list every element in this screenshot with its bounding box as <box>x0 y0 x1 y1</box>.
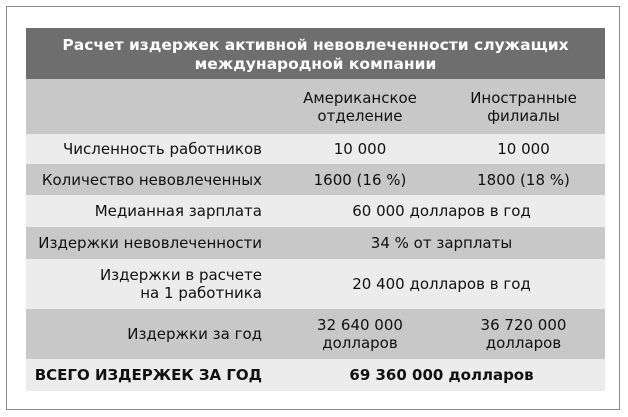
table-row-total <box>26 359 605 391</box>
table-row-cost-per-employee <box>26 259 605 309</box>
table-row-annual-cost <box>26 309 605 359</box>
row-label: Издержки за год <box>127 325 262 343</box>
row-label-total: ВСЕГО ИЗДЕРЖЕК ЗА ГОД <box>34 366 262 384</box>
table-row-disengaged <box>26 164 605 195</box>
header-us-division: Американское отделение <box>303 88 417 125</box>
table-title <box>26 28 605 79</box>
row-value-us: 1600 (16 %) <box>313 170 407 189</box>
row-label: Численность работников <box>63 140 262 158</box>
table-title-line-1: Расчет издержек активной невовлеченности служащих <box>62 36 569 54</box>
table-header-row <box>26 79 605 134</box>
row-value-foreign: 1800 (18 %) <box>477 170 570 189</box>
table-row-headcount <box>26 134 605 164</box>
row-value-us: 32 640 000 долларов <box>317 316 403 352</box>
row-label: Издержки в расчете на 1 работника <box>99 266 262 302</box>
row-value-total: 69 360 000 долларов <box>349 366 534 384</box>
row-value-combined: 60 000 долларов в год <box>352 202 531 220</box>
table-title-line-2: международной компании <box>194 55 437 73</box>
row-value-combined: 34 % от зарплаты <box>370 234 513 252</box>
row-value-us: 10 000 <box>333 140 387 158</box>
row-label: Медианная зарплата <box>94 202 262 220</box>
row-label: Количество невовлеченных <box>41 170 262 189</box>
row-value-foreign: 10 000 <box>497 140 550 158</box>
table-row-disengagement-cost <box>26 227 605 259</box>
row-label: Издержки невовлеченности <box>38 234 262 252</box>
header-foreign-branches: Иностранные филиалы <box>470 88 577 125</box>
row-value-foreign: 36 720 000 долларов <box>480 316 567 352</box>
header-empty-cell <box>26 79 278 134</box>
row-value-combined: 20 400 долларов в год <box>352 275 531 293</box>
costs-table <box>26 28 605 391</box>
table-row-median-salary <box>26 195 605 227</box>
